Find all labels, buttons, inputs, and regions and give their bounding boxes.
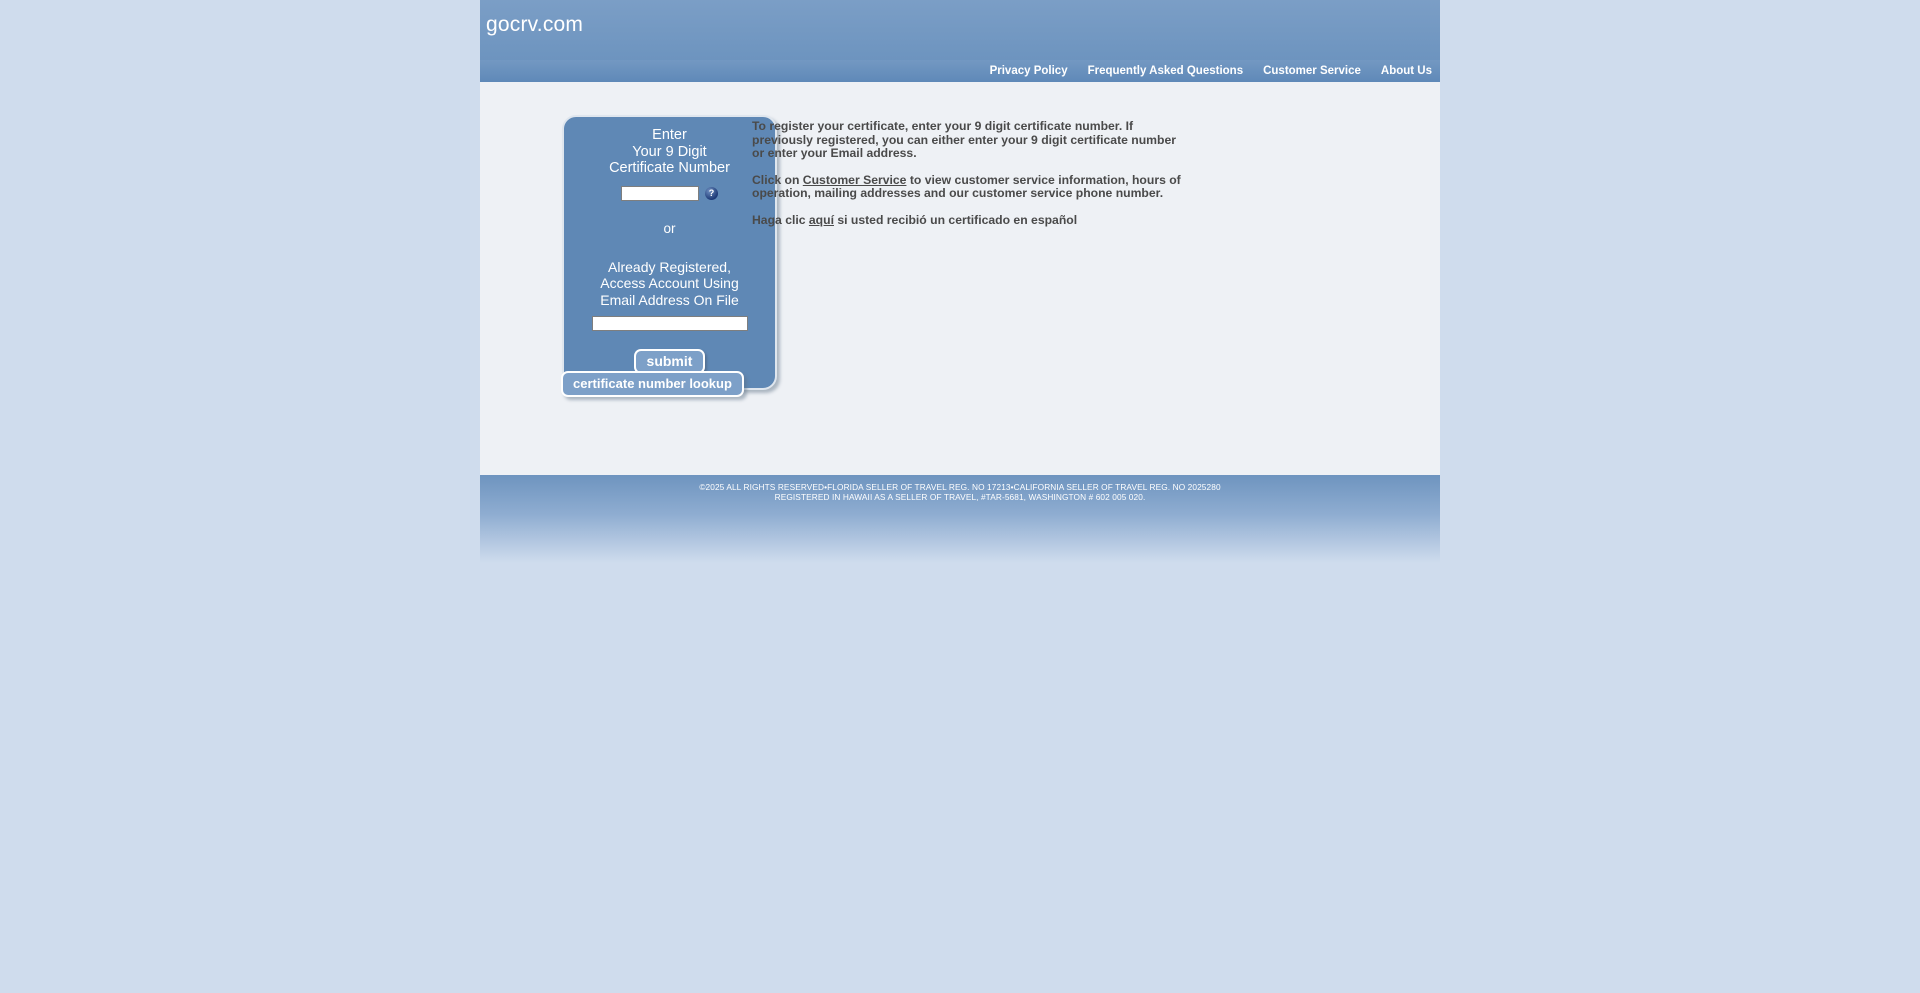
or-divider-label: or <box>663 220 676 236</box>
instructions-paragraph-3 <box>752 214 1182 228</box>
already-registered-line-3: Email Address On File <box>600 291 739 308</box>
footer-line-2: REGISTERED IN HAWAII AS A SELLER OF TRAVEL, #TAR-5681, WASHINGTON # 602 005 020. <box>774 491 1146 502</box>
help-icon[interactable]: ? <box>705 187 718 200</box>
nav-item-faq[interactable]: Frequently Asked Questions <box>1087 65 1244 77</box>
instructions-paragraph-1: To register your certificate, enter your 9 digit certificate number. If previously registered, you can either enter your 9 digit certificate number or enter your Email address. <box>752 119 1176 160</box>
panel-title-line-3: Certificate Number <box>609 160 730 176</box>
paragraph-3-prefix: Haga clic <box>752 212 809 227</box>
already-registered-label <box>570 259 769 309</box>
nav-item-privacy-policy[interactable]: Privacy Policy <box>989 65 1068 77</box>
registration-panel <box>562 115 777 390</box>
paragraph-3-suffix: si usted recibió un certificado en español <box>833 212 1078 227</box>
nav-item-customer-service[interactable]: Customer Service <box>1263 65 1361 77</box>
panel-title <box>570 127 769 177</box>
registration-panel-wrapper <box>562 115 777 390</box>
site-logo: gocrv.com <box>486 13 584 36</box>
already-registered-line-1: Already Registered, <box>608 258 731 275</box>
site-footer <box>480 475 1440 563</box>
already-registered-line-2: Access Account Using <box>600 275 739 291</box>
submit-button[interactable]: submit <box>634 349 706 374</box>
certificate-number-row <box>570 186 769 201</box>
footer-line-1: ©2025 ALL RIGHTS RESERVED•FLORIDA SELLER OF TRAVEL REG. NO 17213•CALIFORNIA SELLER OF TRAVEL REG. NO 2025280 <box>699 482 1221 492</box>
panel-title-line-1: Enter <box>652 127 687 143</box>
instructions-text <box>752 120 1182 240</box>
customer-service-link[interactable]: Customer Service <box>802 172 907 187</box>
paragraph-2-suffix: to view customer service information, hours of operation, mailing addresses and our customer service phone number. <box>752 172 1181 200</box>
main-navigation <box>480 60 1440 82</box>
nav-item-about-us[interactable]: About Us <box>1380 65 1432 77</box>
main-content <box>480 82 1440 475</box>
site-header <box>480 0 1440 60</box>
certificate-number-lookup-button[interactable]: certificate number lookup <box>561 371 744 397</box>
certificate-number-input[interactable] <box>621 186 699 201</box>
email-address-input[interactable] <box>592 316 748 331</box>
page-container <box>480 0 1440 563</box>
paragraph-2-prefix: Click on <box>752 172 803 187</box>
spanish-certificate-link[interactable]: aquí <box>808 212 834 227</box>
panel-title-line-2: Your 9 Digit <box>632 143 707 160</box>
instructions-paragraph-2 <box>752 174 1182 201</box>
